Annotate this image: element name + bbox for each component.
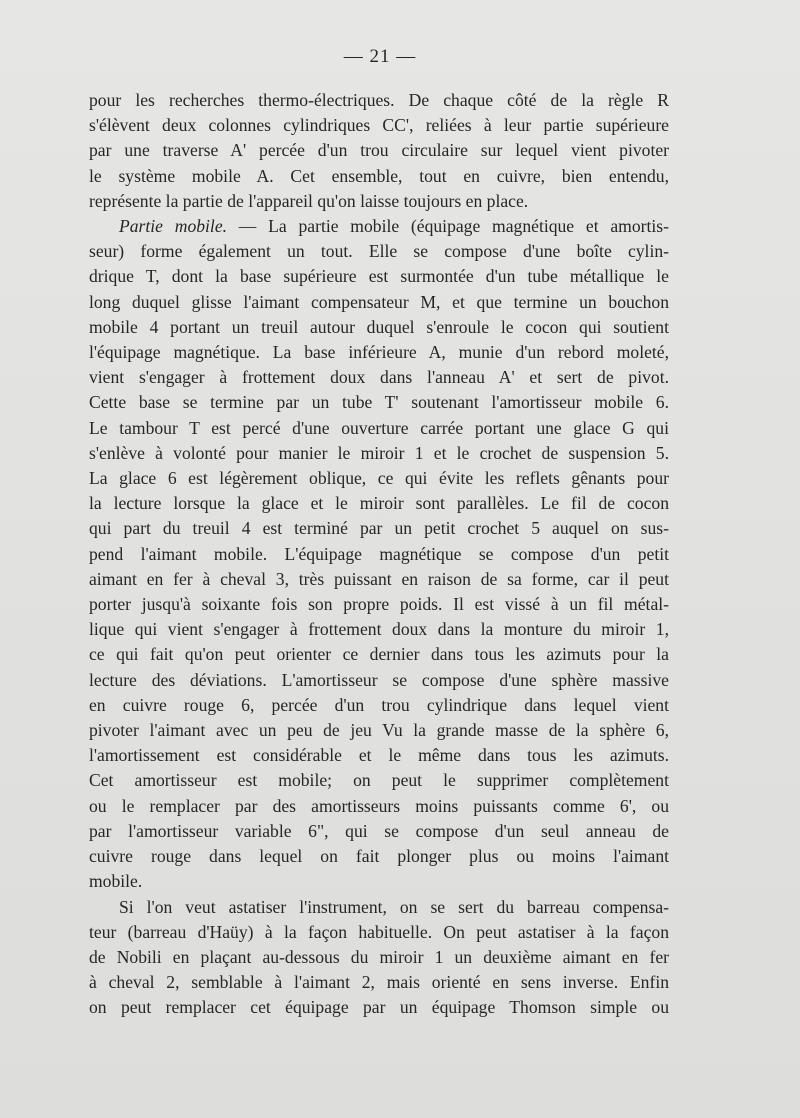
- text-line: l'amortissement est considérable et le même dans tous les azimuts.: [89, 745, 669, 766]
- text-line: s'enlève à volonté pour manier le miroir 1 et le crochet de suspension 5.: [89, 442, 669, 463]
- text-line: lecture des déviations. L'amortisseur se compose d'une sphère massive: [89, 669, 669, 690]
- text-line: mobile.: [89, 871, 143, 892]
- text-line: ce qui fait qu'on peut orienter ce dernier dans tous les azimuts pour la: [89, 644, 669, 665]
- text-line: qui part du treuil 4 est terminé par un petit crochet 5 auquel on sus-: [89, 518, 669, 539]
- text-line: vient s'engager à frottement doux dans l'anneau A' et sert de pivot.: [89, 367, 669, 388]
- text-line: [89, 214, 669, 239]
- text-line: porter jusqu'à soixante fois son propre poids. Il est vissé à un fil métal-: [89, 594, 669, 615]
- text-line: par l'amortisseur variable 6", qui se compose d'un seul anneau de: [89, 820, 669, 841]
- text-line: cuivre rouge dans lequel on fait plonger plus ou moins l'aimant: [89, 846, 669, 867]
- text-line: pend l'aimant mobile. L'équipage magnétique se compose d'un petit: [89, 543, 669, 564]
- text-line: seur) forme également un tout. Elle se compose d'une boîte cylin-: [89, 241, 669, 262]
- text-line: Le tambour T est percé d'une ouverture carrée portant une glace G qui: [89, 417, 669, 438]
- text-line: La glace 6 est légèrement oblique, ce qui évite les reflets gênants pour: [89, 468, 669, 489]
- text-line: drique T, dont la base supérieure est surmontée d'un tube métallique le: [89, 266, 669, 287]
- body-text: [89, 88, 669, 1021]
- text-line: représente la partie de l'appareil qu'on laisse toujours en place.: [89, 190, 529, 211]
- text-line: pour les recherches thermo-électriques. De chaque côté de la règle R: [89, 90, 669, 110]
- page-number: — 21 —: [343, 46, 417, 67]
- text-line: l'équipage magnétique. La base inférieure A, munie d'un rebord moleté,: [89, 342, 669, 363]
- paragraph-1: [89, 88, 669, 214]
- text-line: le système mobile A. Cet ensemble, tout en cuivre, bien entendu,: [89, 165, 669, 186]
- text-line: teur (barreau d'Haüy) à la façon habituelle. On peut astatiser à la façon: [89, 921, 669, 942]
- text-line: Cet amortisseur est mobile; on peut le supprimer complètement: [89, 770, 669, 791]
- text-line: la lecture lorsque la glace et le miroir sont parallèles. Le fil de cocon: [89, 493, 669, 514]
- text-line: pivoter l'aimant avec un peu de jeu Vu la grande masse de la sphère 6,: [89, 720, 669, 741]
- text-line: lique qui vient s'engager à frottement doux dans la monture du miroir 1,: [89, 619, 669, 640]
- text-line: Si l'on veut astatiser l'instrument, on se sert du barreau compensa-: [119, 896, 669, 917]
- paragraph-3: [89, 895, 669, 1021]
- text-line: aimant en fer à cheval 3, très puissant en raison de sa forme, car il peut: [89, 568, 669, 589]
- text-line: par une traverse A' percée d'un trou circulaire sur lequel vient pivoter: [89, 140, 669, 161]
- text-line: ou le remplacer par des amortisseurs moins puissants comme 6', ou: [89, 795, 669, 816]
- paragraph-2: [89, 214, 669, 894]
- text-line: on peut remplacer cet équipage par un équipage Thomson simple ou: [89, 997, 669, 1018]
- text-line: Cette base se termine par un tube T' soutenant l'amortisseur mobile 6.: [89, 392, 669, 413]
- text-line: en cuivre rouge 6, percée d'un trou cylindrique dans lequel vient: [89, 694, 669, 715]
- text-line: s'élèvent deux colonnes cylindriques CC', reliées à leur partie supérieure: [89, 115, 669, 136]
- text-line: de Nobili en plaçant au-dessous du miroir 1 un deuxième aimant en fer: [89, 946, 669, 967]
- text-line: à cheval 2, semblable à l'aimant 2, mais orienté en sens inverse. Enfin: [89, 972, 669, 993]
- section-heading: Partie mobile.: [119, 216, 228, 237]
- text-line: mobile 4 portant un treuil autour duquel s'enroule le cocon qui soutient: [89, 316, 669, 337]
- text-line: long duquel glisse l'aimant compensateur M, et que termine un bouchon: [89, 291, 669, 312]
- text-line-rest: — La partie mobile (équipage magnétique et amortis-: [238, 216, 669, 237]
